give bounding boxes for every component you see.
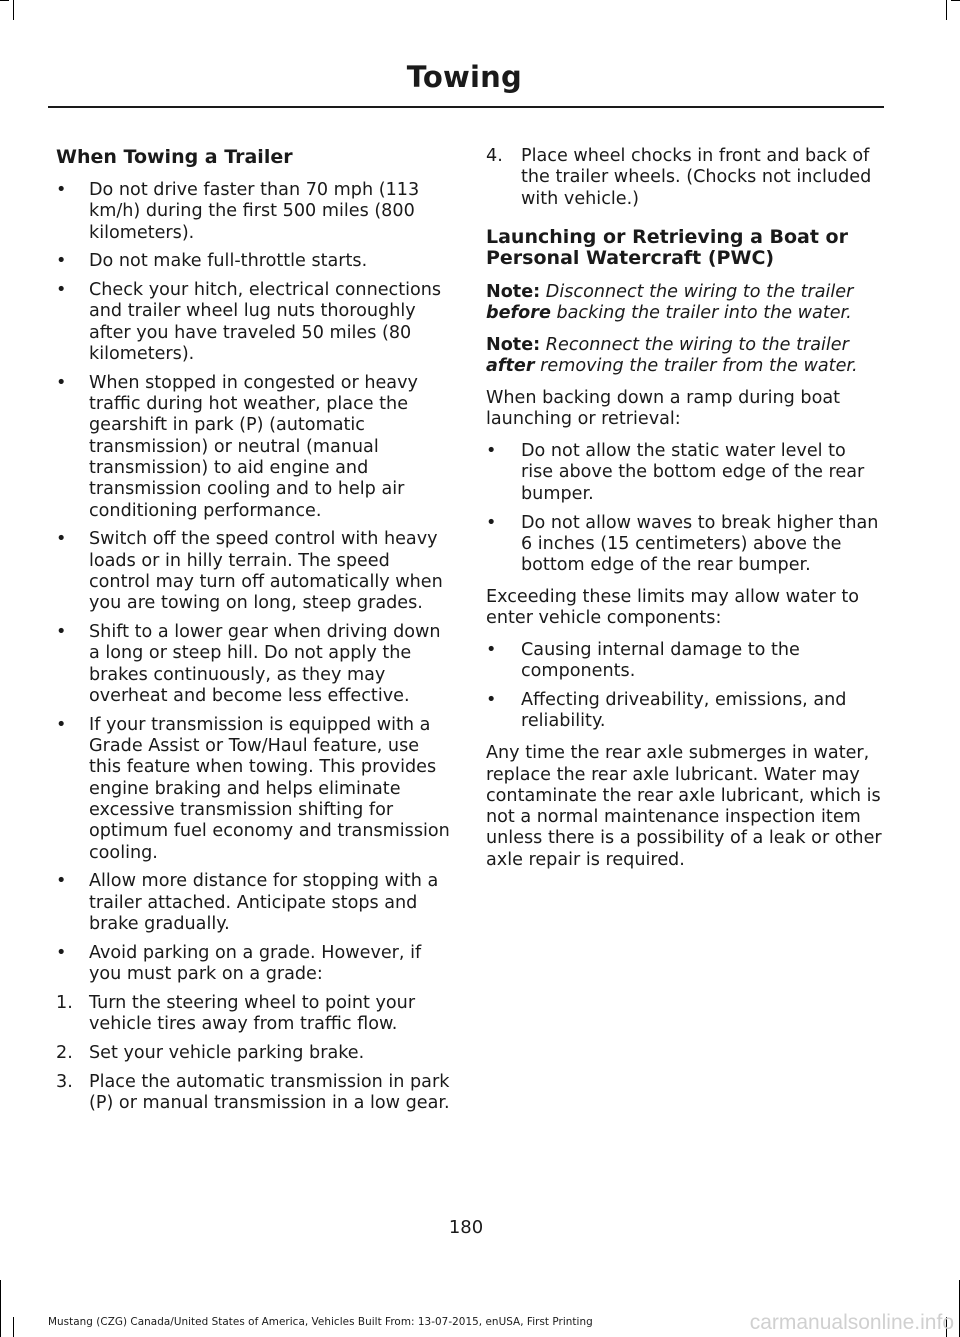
list-item-text: When stopped in congested or heavy traffic during hot weather, place the gearshift in park (P) (automatic transmission) or neutral (manual transmission) to aid engine and transmission cooling and to help air conditioning performance.	[89, 372, 418, 521]
step-text: Place wheel chocks in front and back of the trailer wheels. (Chocks not included with vehicle.)	[521, 146, 872, 209]
section-heading-boat-launch: Launching or Retrieving a Boat or Personal Watercraft (PWC)	[486, 225, 848, 269]
note-emphasis: before	[486, 303, 551, 324]
list-item	[56, 715, 450, 864]
list-item-text: Avoid parking on a grade. However, if you must park on a grade:	[89, 942, 422, 985]
numbered-step	[486, 146, 882, 210]
list-item-text: Shift to a lower gear when driving down a long or steep hill. Do not apply the brakes continuously, as they may overheat and become less effective.	[89, 622, 441, 707]
note-label: Note:	[486, 334, 541, 355]
bullet-icon: •	[56, 180, 67, 200]
list-item	[56, 373, 450, 522]
step-number: 2.	[56, 1042, 73, 1063]
note-text: backing the trailer into the water.	[556, 303, 852, 324]
step-text: Turn the steering wheel to point your vehicle tires away from traffic flow.	[89, 992, 416, 1035]
list-item-text: Do not drive faster than 70 mph (113 km/h) during the first 500 miles (800 kilometers).	[89, 180, 420, 243]
note-text: removing the trailer from the water.	[540, 356, 858, 377]
list-item	[56, 943, 450, 986]
note-text: Disconnect the wiring to the trailer	[545, 281, 854, 302]
note-emphasis: after	[486, 356, 535, 377]
numbered-step	[56, 1043, 450, 1064]
step-number: 3.	[56, 1071, 73, 1092]
crop-mark-top-left	[0, 0, 9, 1]
paragraph-exceed: Exceeding these limits may allow water to enter vehicle components:	[486, 586, 860, 629]
note-text: Reconnect the wiring to the trailer	[545, 334, 849, 355]
page-number: 180	[448, 1217, 484, 1238]
crop-mark-top-right	[951, 0, 960, 1]
note-reconnect	[486, 335, 882, 378]
bullet-icon: •	[486, 640, 497, 661]
bullet-icon: •	[486, 441, 497, 462]
watermark[interactable]: carmanualsonline.info	[749, 1311, 954, 1334]
paragraph-intro: When backing down a ramp during boat launching or retrieval:	[486, 388, 841, 430]
bullet-icon: •	[56, 714, 67, 735]
list-item-text: Causing internal damage to the components.	[521, 640, 800, 682]
note-label: Note:	[486, 281, 541, 302]
list-item-text: Affecting driveability, emissions, and reliability.	[521, 690, 847, 732]
bullet-icon: •	[56, 942, 67, 963]
list-item	[486, 513, 882, 577]
page-title: Towing	[406, 60, 522, 94]
list-item-text: Switch off the speed control with heavy loads or in hilly terrain. The speed control may turn off automatically when you are towing on long, steep grades.	[89, 529, 443, 614]
list-item-text: Do not make full-throttle starts.	[89, 251, 368, 272]
bullet-icon: •	[56, 372, 67, 393]
paragraph-axle: Any time the rear axle submerges in water, replace the rear axle lubricant. Water may contaminate the rear axle lubricant, which is not a normal maintenance inspection item unless there is a possibility of a leak or other axle repair is required.	[486, 743, 882, 870]
list-item	[56, 622, 450, 707]
numbered-step	[56, 993, 450, 1036]
list-item-text: Allow more distance for stopping with a trailer attached. Anticipate stops and brake gradually.	[89, 871, 439, 934]
crop-mark-top-left-v	[13, 0, 14, 20]
step-text: Set your vehicle parking brake.	[89, 1042, 365, 1063]
bullet-icon: •	[56, 280, 67, 301]
list-item	[56, 280, 450, 365]
header-rule	[48, 106, 884, 108]
step-text: Place the automatic transmission in park (P) or manual transmission in a low gear.	[89, 1071, 450, 1114]
crop-mark-bottom-left-v	[13, 1317, 14, 1337]
section-heading-towing: When Towing a Trailer	[56, 146, 293, 168]
numbered-step	[56, 1072, 450, 1115]
list-item	[486, 640, 882, 683]
list-item	[56, 871, 450, 935]
bullet-icon: •	[56, 251, 67, 272]
left-column	[56, 146, 450, 1122]
list-item	[56, 251, 450, 272]
list-item	[486, 441, 882, 505]
step-number: 1.	[56, 992, 73, 1013]
list-item-text: If your transmission is equipped with a Grade Assist or Tow/Haul feature, use this feature when towing. This provides engine braking and helps eliminate excessive transmission shifting for optimum fuel economy and transmission cooling.	[89, 714, 450, 863]
crop-mark-top-right-v	[946, 0, 947, 20]
bullet-icon: •	[486, 512, 497, 533]
bullet-icon: •	[486, 690, 497, 711]
list-item-text: Check your hitch, electrical connections and trailer wheel lug nuts thoroughly after you have traveled 50 miles (80 kilometers).	[89, 280, 442, 365]
list-item	[486, 690, 882, 733]
bullet-icon: •	[56, 529, 67, 550]
step-number: 4.	[486, 146, 503, 166]
footer-text: Mustang (CZG) Canada/United States of America, Vehicles Built From: 13-07-2015, enUSA, First Printing	[48, 1316, 593, 1328]
list-item	[56, 180, 450, 244]
bullet-icon: •	[56, 622, 67, 643]
crop-mark-bottom-left	[0, 1280, 1, 1337]
right-column	[486, 146, 882, 882]
list-item	[56, 529, 450, 614]
list-item-text: Do not allow waves to break higher than 6 inches (15 centimeters) above the bottom edge of the rear bumper.	[521, 512, 879, 576]
note-disconnect	[486, 282, 882, 325]
bullet-icon: •	[56, 871, 67, 892]
list-item-text: Do not allow the static water level to rise above the bottom edge of the rear bumper.	[521, 441, 865, 504]
